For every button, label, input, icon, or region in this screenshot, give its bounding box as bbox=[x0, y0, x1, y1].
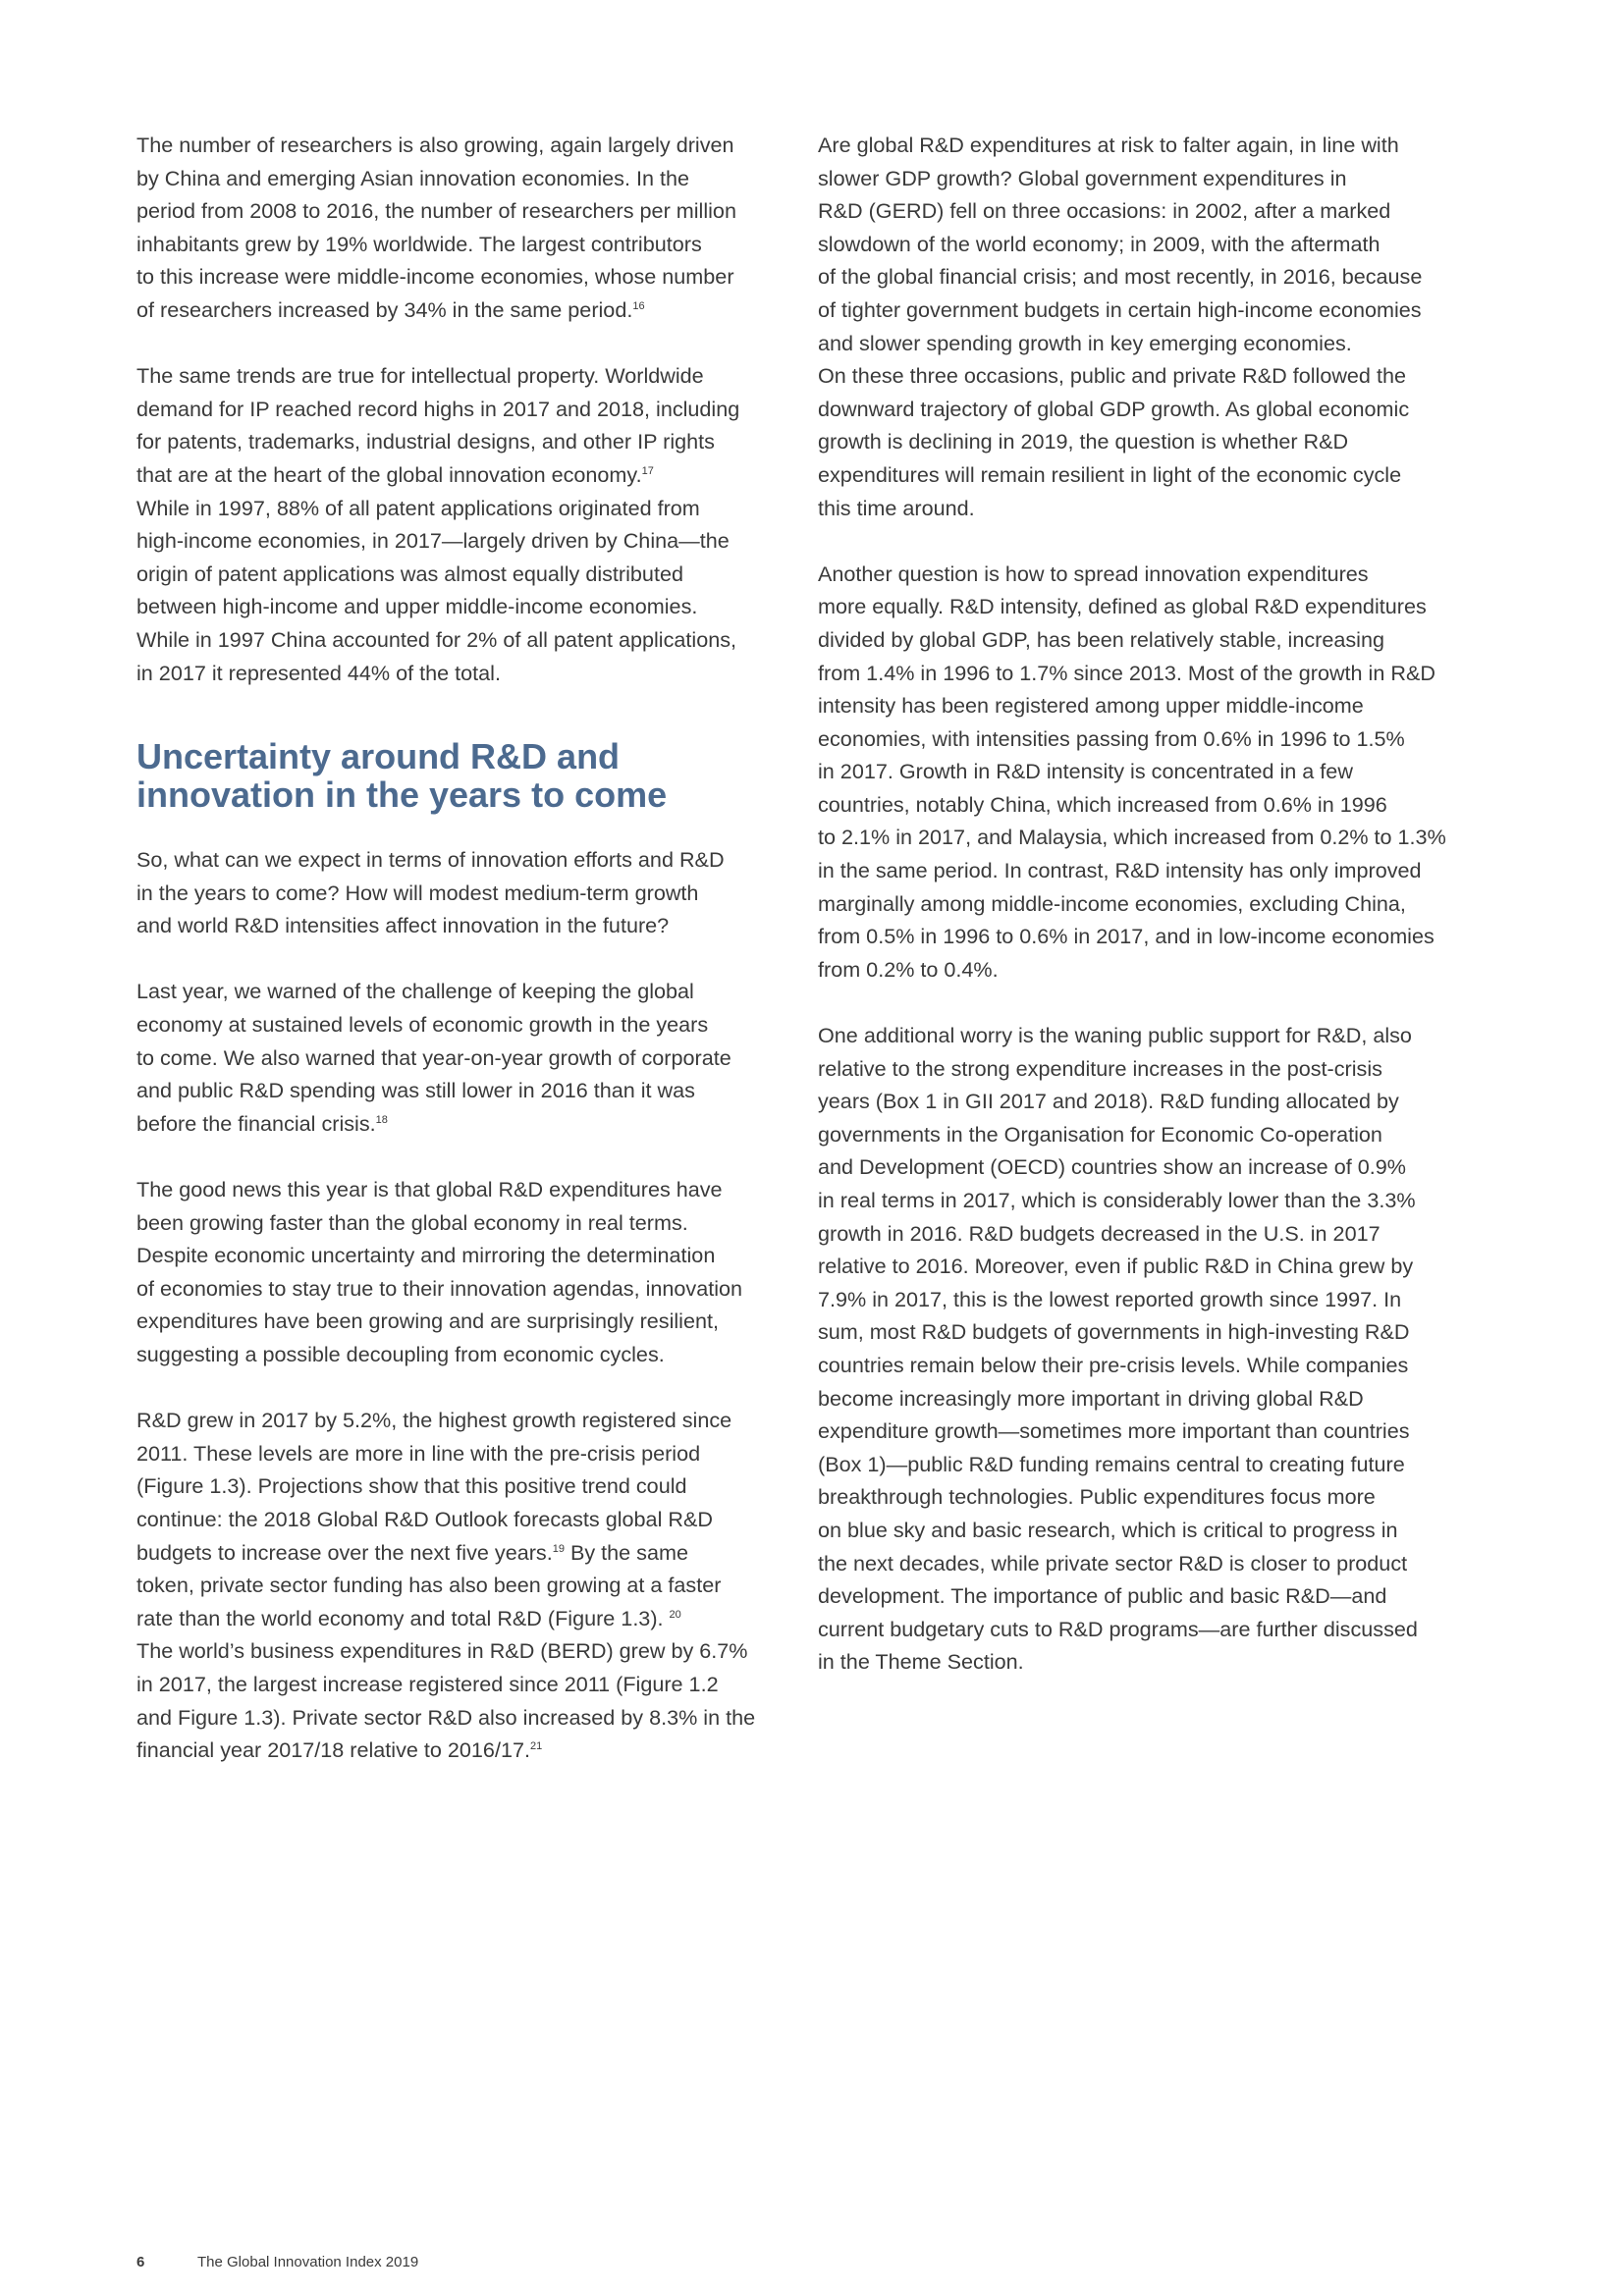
paragraph-ip-trends bbox=[136, 359, 792, 491]
text-line: slower GDP growth? Global government expenditures in bbox=[818, 165, 1347, 190]
text-span: financial year 2017/18 relative to 2016/17. bbox=[136, 1737, 530, 1763]
text-span: that are at the heart of the global innovation economy. bbox=[136, 461, 642, 487]
text-span: By the same bbox=[564, 1539, 688, 1565]
text-span: of researchers increased by 34% in the same period. bbox=[136, 296, 633, 322]
text-line: in the years to come? How will modest medium-term growth bbox=[136, 880, 699, 905]
text-line: marginally among middle-income economies, excluding China, bbox=[818, 890, 1406, 916]
text-span: before the financial crisis. bbox=[136, 1110, 376, 1136]
heading-line: innovation in the years to come bbox=[136, 774, 668, 816]
paragraph-good-news bbox=[136, 1173, 792, 1371]
text-line: governments in the Organisation for Economic Co-operation bbox=[818, 1121, 1382, 1147]
text-line: current budgetary cuts to R&D programs—are further discussed bbox=[818, 1616, 1418, 1641]
text-line: expenditures will remain resilient in light of the economic cycle bbox=[818, 461, 1402, 487]
text-line: R&D (GERD) fell on three occasions: in 2002, after a marked bbox=[818, 198, 1391, 224]
text-line: suggesting a possible decoupling from economic cycles. bbox=[136, 1342, 665, 1366]
paragraph-risk bbox=[818, 129, 1474, 359]
text-line: breakthrough technologies. Public expenditures focus more bbox=[818, 1484, 1376, 1510]
text-line: One additional worry is the waning public support for R&D, also bbox=[818, 1023, 1412, 1048]
text-line: intensity has been registered among upper middle-income bbox=[818, 693, 1364, 719]
paragraph-researchers bbox=[136, 129, 792, 327]
left-column bbox=[136, 129, 792, 1767]
paragraph-patents bbox=[136, 492, 792, 690]
page-number: 6 bbox=[136, 2254, 145, 2270]
text-line: growth is declining in 2019, the question is whether R&D bbox=[818, 429, 1349, 454]
text-span: rate than the world economy and total R&D (Figure 1.3). bbox=[136, 1605, 670, 1630]
section-heading bbox=[136, 737, 792, 814]
text-line: economy at sustained levels of economic growth in the years bbox=[136, 1012, 709, 1038]
text-line: The number of researchers is also growing, again largely driven bbox=[136, 133, 734, 157]
text-line: the next decades, while private sector R&D is closer to product bbox=[818, 1550, 1408, 1575]
text-line: Another question is how to spread innovation expenditures bbox=[818, 561, 1369, 586]
text-line: of the global financial crisis; and most recently, in 2016, because bbox=[818, 264, 1423, 290]
footnote-ref: 18 bbox=[375, 1113, 388, 1126]
text-line: divided by global GDP, has been relatively stable, increasing bbox=[818, 626, 1384, 652]
publication-title: The Global Innovation Index 2019 bbox=[197, 2254, 419, 2270]
text-line: Are global R&D expenditures at risk to falter again, in line with bbox=[818, 133, 1399, 157]
text-line: from 0.5% in 1996 to 0.6% in 2017, and in low-income economies bbox=[818, 924, 1435, 949]
text-line: relative to 2016. Moreover, even if public R&D in China grew by bbox=[818, 1254, 1414, 1279]
text-line: origin of patent applications was almost equally distributed bbox=[136, 561, 683, 586]
text-line: more equally. R&D intensity, defined as global R&D expenditures bbox=[818, 594, 1427, 619]
text-line: (Box 1)—public R&D funding remains central to creating future bbox=[818, 1451, 1405, 1476]
paragraph-expectations bbox=[136, 843, 792, 942]
text-line: inhabitants grew by 19% worldwide. The largest contributors bbox=[136, 231, 702, 256]
text-line: countries, notably China, which increased from 0.6% in 1996 bbox=[818, 791, 1387, 817]
text-line: years (Box 1 in GII 2017 and 2018). R&D funding allocated by bbox=[818, 1089, 1399, 1114]
footnote-ref: 21 bbox=[529, 1739, 543, 1752]
text-line: 2011. These levels are more in line with the pre-crisis period bbox=[136, 1440, 701, 1466]
text-line: of economies to stay true to their innovation agendas, innovation bbox=[136, 1275, 743, 1301]
text-line: and Figure 1.3). Private sector R&D also increased by 8.3% in the bbox=[136, 1704, 756, 1730]
text-line: demand for IP reached record highs in 2017 and 2018, including bbox=[136, 396, 740, 421]
text-line: in the Theme Section. bbox=[818, 1649, 1024, 1675]
text-span: budgets to increase over the next five years. bbox=[136, 1539, 553, 1565]
text-line: been growing faster than the global economy in real terms. bbox=[136, 1209, 688, 1235]
text-line: The same trends are true for intellectual property. Worldwide bbox=[136, 363, 704, 389]
text-line: development. The importance of public and basic R&D—and bbox=[818, 1583, 1387, 1609]
text-line: between high-income and upper middle-income economies. bbox=[136, 594, 698, 619]
text-line bbox=[136, 1536, 792, 1570]
right-column bbox=[818, 129, 1474, 1679]
text-line: slowdown of the world economy; in 2009, with the aftermath bbox=[818, 231, 1380, 256]
text-line: and slower spending growth in key emerging economies. bbox=[818, 330, 1352, 355]
text-line: expenditure growth—sometimes more important than countries bbox=[818, 1418, 1410, 1444]
text-line: to come. We also warned that year-on-year growth of corporate bbox=[136, 1044, 731, 1070]
text-line: on blue sky and basic research, which is critical to progress in bbox=[818, 1517, 1398, 1542]
text-line: On these three occasions, public and private R&D followed the bbox=[818, 363, 1406, 389]
text-line: period from 2008 to 2016, the number of researchers per million bbox=[136, 198, 736, 224]
text-line: in 2017, the largest increase registered since 2011 (Figure 1.2 bbox=[136, 1671, 719, 1696]
text-line: So, what can we expect in terms of innovation efforts and R&D bbox=[136, 847, 725, 873]
text-line: from 0.2% to 0.4%. bbox=[818, 956, 999, 982]
footnote-ref: 17 bbox=[641, 464, 654, 477]
text-line: this time around. bbox=[818, 495, 975, 520]
text-line: While in 1997 China accounted for 2% of all patent applications, bbox=[136, 626, 737, 652]
text-line: in the same period. In contrast, R&D intensity has only improved bbox=[818, 858, 1422, 883]
text-line: in 2017 it represented 44% of the total. bbox=[136, 660, 501, 685]
heading-line: Uncertainty around R&D and bbox=[136, 736, 621, 777]
text-line: (Figure 1.3). Projections show that this positive trend could bbox=[136, 1473, 687, 1499]
text-line bbox=[136, 1602, 792, 1635]
paragraph-three-occasions bbox=[818, 359, 1474, 524]
text-line: downward trajectory of global GDP growth. As global economic bbox=[818, 396, 1410, 421]
footnote-ref: 20 bbox=[669, 1608, 681, 1621]
text-line: and world R&D intensities affect innovation in the future? bbox=[136, 913, 670, 938]
text-line: from 1.4% in 1996 to 1.7% since 2013. Most of the growth in R&D bbox=[818, 660, 1435, 685]
paragraph-last-year bbox=[136, 975, 792, 1140]
text-line: and public R&D spending was still lower in 2016 than it was bbox=[136, 1078, 695, 1103]
text-line: Despite economic uncertainty and mirroring the determination bbox=[136, 1243, 716, 1268]
text-line: R&D grew in 2017 by 5.2%, the highest growth registered since bbox=[136, 1408, 732, 1433]
text-line: countries remain below their pre-crisis levels. While companies bbox=[818, 1352, 1409, 1377]
text-line: by China and emerging Asian innovation economies. In the bbox=[136, 165, 689, 190]
footnote-ref: 19 bbox=[552, 1542, 565, 1555]
text-line bbox=[136, 458, 792, 492]
text-line bbox=[136, 1734, 792, 1767]
text-line: and Development (OECD) countries show an increase of 0.9% bbox=[818, 1154, 1406, 1180]
text-line: growth in 2016. R&D budgets decreased in the U.S. in 2017 bbox=[818, 1220, 1380, 1246]
text-line: sum, most R&D budgets of governments in high-investing R&D bbox=[818, 1319, 1410, 1345]
text-line: While in 1997, 88% of all patent applications originated from bbox=[136, 495, 700, 520]
text-line bbox=[136, 1107, 792, 1141]
paragraph-public-support bbox=[818, 1019, 1474, 1679]
text-line: expenditures have been growing and are surprisingly resilient, bbox=[136, 1308, 719, 1334]
text-line: high-income economies, in 2017—largely driven by China—the bbox=[136, 528, 730, 554]
text-line: relative to the strong expenditure increases in the post-crisis bbox=[818, 1055, 1382, 1081]
text-line: for patents, trademarks, industrial designs, and other IP rights bbox=[136, 429, 715, 454]
paragraph-berd bbox=[136, 1634, 792, 1766]
text-line: become increasingly more important in driving global R&D bbox=[818, 1385, 1364, 1411]
paragraph-rd-intensity bbox=[818, 558, 1474, 987]
text-line: continue: the 2018 Global R&D Outlook forecasts global R&D bbox=[136, 1506, 713, 1531]
text-line: 7.9% in 2017, this is the lowest reported growth since 1997. In bbox=[818, 1286, 1402, 1311]
page-footer bbox=[136, 2254, 418, 2271]
text-line: Last year, we warned of the challenge of keeping the global bbox=[136, 979, 694, 1004]
text-line: economies, with intensities passing from 0.6% in 1996 to 1.5% bbox=[818, 725, 1405, 751]
paragraph-rd-growth bbox=[136, 1404, 792, 1634]
text-line: in 2017. Growth in R&D intensity is concentrated in a few bbox=[818, 759, 1353, 784]
text-line: token, private sector funding has also been growing at a faster bbox=[136, 1573, 722, 1598]
text-line: in real terms in 2017, which is considerably lower than the 3.3% bbox=[818, 1188, 1416, 1212]
text-line bbox=[136, 294, 792, 327]
text-line: to this increase were middle-income economies, whose number bbox=[136, 264, 734, 290]
text-line: The world’s business expenditures in R&D (BERD) grew by 6.7% bbox=[136, 1638, 748, 1664]
text-line: The good news this year is that global R&D expenditures have bbox=[136, 1177, 723, 1202]
footnote-ref: 16 bbox=[632, 299, 645, 312]
text-line: of tighter government budgets in certain high-income economies bbox=[818, 296, 1422, 322]
text-line: to 2.1% in 2017, and Malaysia, which increased from 0.2% to 1.3% bbox=[818, 825, 1446, 850]
